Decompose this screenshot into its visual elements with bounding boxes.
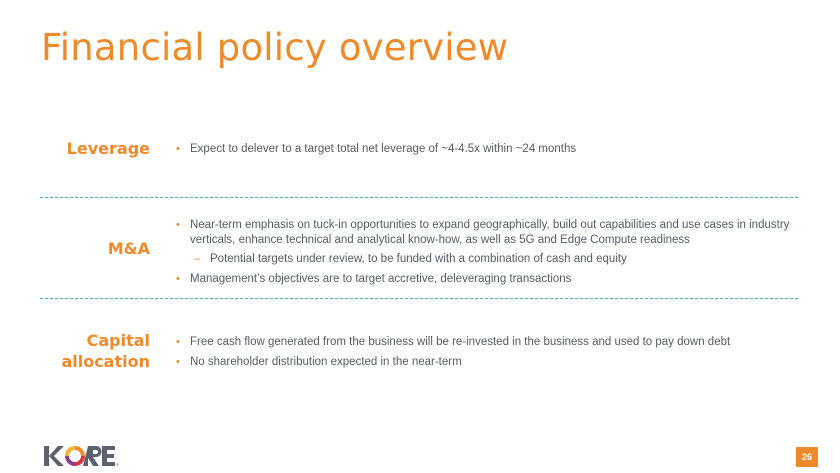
bullet-item: • Near-term emphasis on tuck-in opportunities to expand geographically, build out capabilities and use cases in industry verticals, enhance technical and analytical know-how, as well as 5G and Edge Compute readiness: [176, 219, 790, 246]
bullet-icon: •: [176, 336, 180, 348]
section-label-capital-allocation: Capital allocation: [61, 331, 150, 371]
bullet-list-ma: [176, 218, 806, 291]
svg-text:®: ®: [116, 462, 119, 467]
bullet-icon: •: [176, 272, 180, 285]
bullet-item: • No shareholder distribution expected in the near-term: [176, 355, 462, 368]
section-divider: [40, 197, 798, 198]
bullet-list-leverage: [176, 142, 806, 162]
bullet-item: • Expect to delever to a target total net leverage of ~4-4.5x within ~24 months: [176, 143, 577, 155]
bullet-item: • Management’s objectives are to target accretive, deleveraging transactions: [176, 272, 572, 285]
bullet-item: • Free cash flow generated from the business will be re-invested in the business and used to pay down debt: [176, 336, 731, 348]
bullet-icon: •: [176, 143, 180, 155]
kore-logo: [44, 444, 120, 468]
section-divider: [40, 298, 798, 299]
page-title: Financial policy overview: [41, 26, 509, 69]
section-label-ma: M&A: [107, 239, 150, 258]
dash-icon: –: [194, 253, 201, 265]
bullet-icon: •: [176, 219, 180, 231]
section-label-leverage: Leverage: [66, 139, 150, 158]
page-number: 26: [796, 447, 818, 467]
bullet-icon: •: [176, 355, 180, 368]
sub-bullet-item: – Potential targets under review, to be funded with a combination of cash and equity: [194, 253, 627, 265]
bullet-list-capital-allocation: [176, 335, 806, 374]
